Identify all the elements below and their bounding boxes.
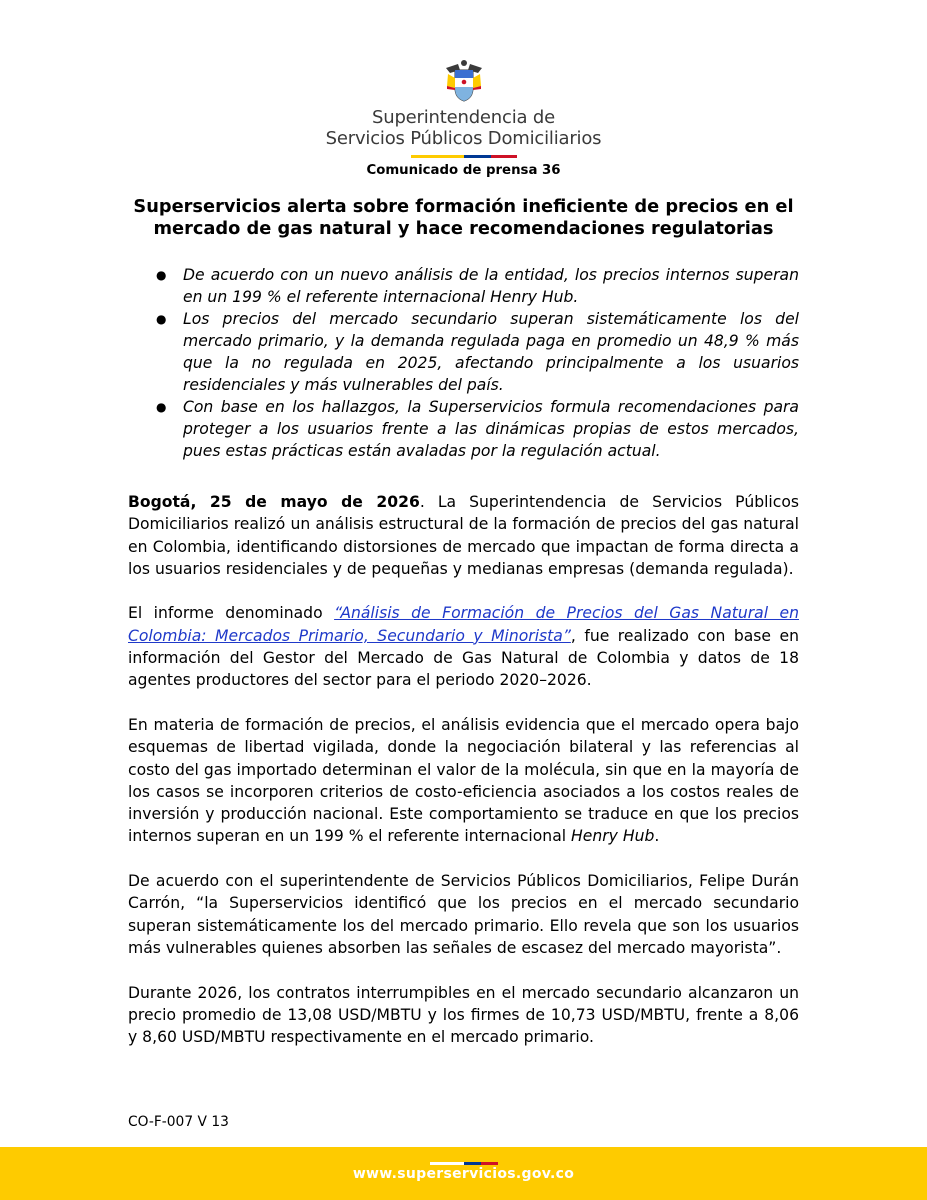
paragraph-text: . La Superintendencia de Servicios Públicos Domiciliarios realizó un análisis estructural de la formación de precios del gas natural en Colombia, identificando distorsiones de mercado que impactan de forma directa a los usuarios residenciales y de pequeñas y medianas empresas (demanda regulada). [128,493,799,578]
highlight-item [150,308,799,396]
highlight-item [150,396,799,462]
dateline: Bogotá, 25 de mayo de 2026 [128,493,420,511]
paragraph-text: En materia de formación de precios, el análisis evidencia que el mercado opera bajo esquemas de libertad vigilada, donde la negociación bilateral y las referencias al costo del gas importado determinan el valor de la molécula, sin que en la mayoría de los casos se incorporen criterios de costo-eficiencia asociados a los costos reales de inversión y producción nacional. Este comportamiento se traduce en que los precios internos superan en un 199 % el referente internacional [128,715,799,846]
flag-stripe [411,155,517,158]
henry-hub-term: Henry Hub [571,827,655,846]
paragraph-3 [128,714,799,848]
organization-name-line-2: Servicios Públicos Domiciliarios [325,128,602,149]
paragraph-text: El informe denominado [128,604,335,623]
headline: Superservicios alerta sobre formación ineficiente de precios en el mercado de gas natural y hace recomendaciones regulatorias [133,196,794,239]
organization-name-line-1: Superintendencia de [372,107,555,128]
bullet-icon: ● [156,268,167,282]
page-header [0,58,927,158]
highlight-text: Con base en los hallazgos, la Superservicios formula recomendaciones para proteger a los usuarios frente a las dinámicas propias de estos mercados, pues estas prácticas están avaladas por la regulación actual. [183,398,799,460]
highlight-text: Los precios del mercado secundario superan sistemáticamente los del mercado primario, y la demanda regulada paga en promedio un 48,9 % más que la no regulada en 2025, afectando principalmente a los usuarios residenciales y más vulnerables del país. [183,310,799,394]
paragraph-text: , fue realizado con base en información del Gestor del Mercado de Gas Natural de Colombia y datos de 18 agentes productores del sector para el periodo 2020–2026. [128,626,799,690]
press-release-number: Comunicado de prensa 36 [366,163,561,178]
paragraph-1 [128,491,799,580]
highlights-list [150,264,799,462]
footer-website-link[interactable]: www.superservicios.gov.co [352,1166,575,1182]
footer-flag-stripe [430,1162,498,1165]
paragraph-5: Durante 2026, los contratos interrumpibles en el mercado secundario alcanzaron un precio promedio de 13,08 USD/MBTU y los firmes de 10,73 USD/MBTU, frente a 8,06 y 8,60 USD/MBTU respectivamente en el mercado primario. [128,983,799,1047]
article-body [128,491,799,1071]
paragraph-2 [128,602,799,691]
report-title-link[interactable]: “Análisis de Formación de Precios del Gas Natural en Colombia: Mercados Primario, Secundario y Minorista” [128,604,799,645]
highlight-text: De acuerdo con un nuevo análisis de la entidad, los precios internos superan en un 199 % el referente internacional Henry Hub. [183,266,799,306]
highlight-item [150,264,799,308]
paragraph-text: . [654,827,660,846]
bullet-icon: ● [156,312,167,326]
bullet-icon: ● [156,400,167,414]
paragraph-4: De acuerdo con el superintendente de Servicios Públicos Domiciliarios, Felipe Durán Carrón, “la Superservicios identificó que los precios en el mercado secundario superan sistemáticamente los del mercado primario. Ello revela que son los usuarios más vulnerables quienes absorben las señales de escasez del mercado mayorista”. [128,872,799,957]
colombia-coat-of-arms-icon [444,58,484,104]
form-code: CO-F-007 V 13 [128,1114,229,1130]
footer-band [0,1147,927,1200]
